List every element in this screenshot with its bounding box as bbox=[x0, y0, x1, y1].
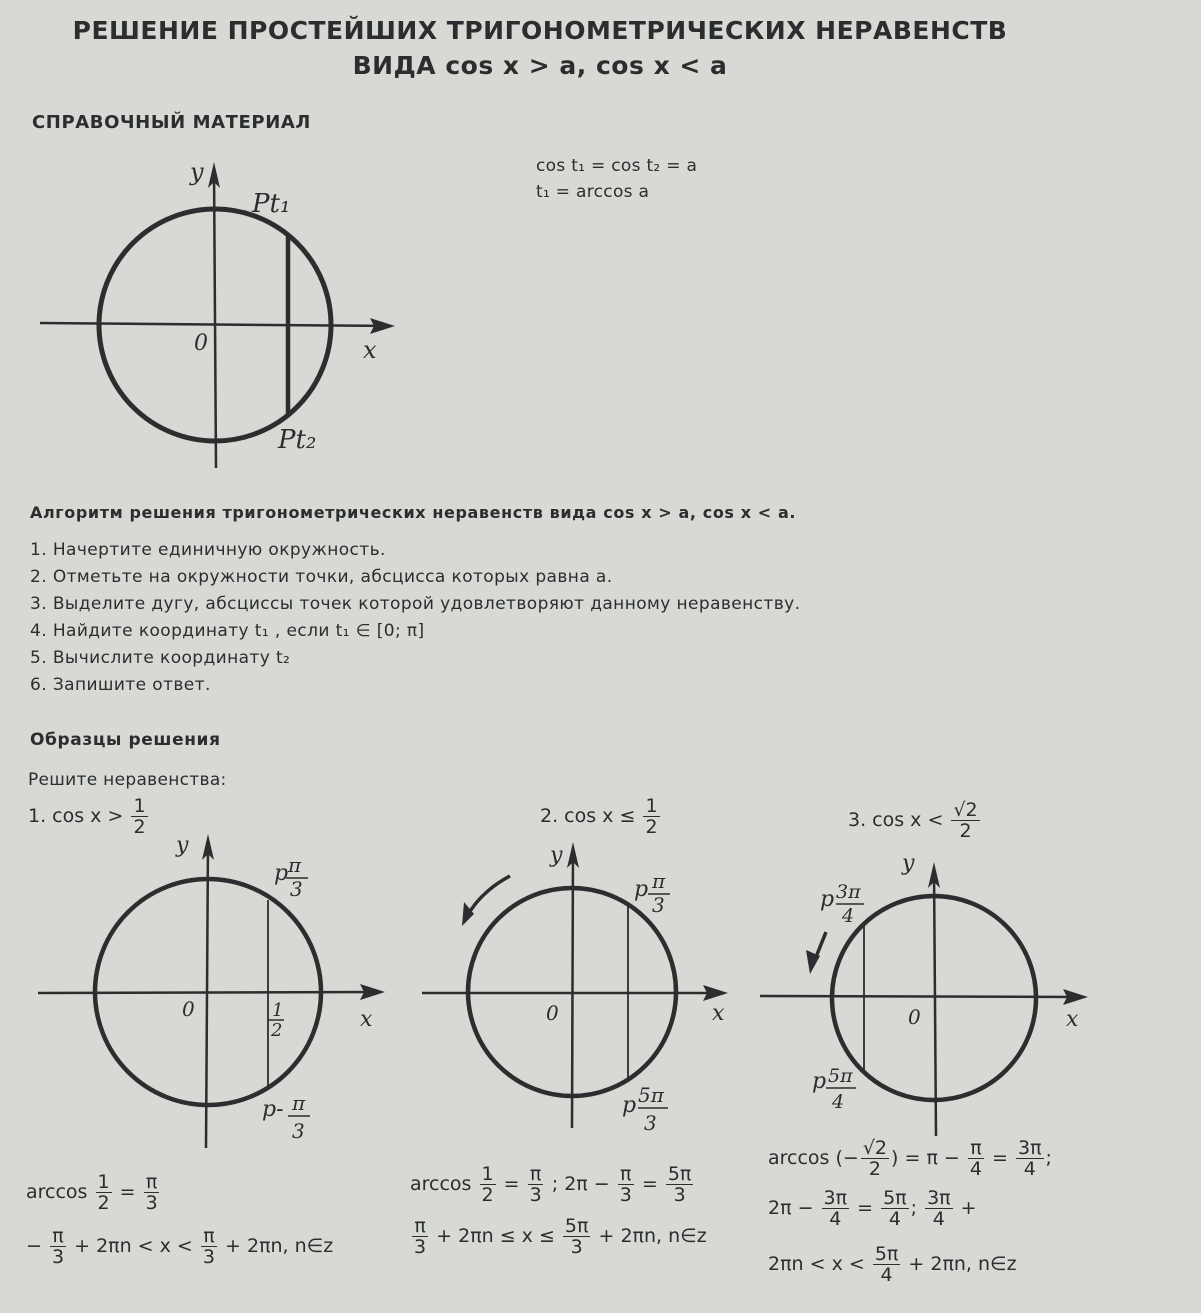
ex3-num: √2 bbox=[953, 799, 978, 821]
ex2-label bbox=[540, 796, 662, 837]
pt1-label: Pt₁ bbox=[252, 189, 291, 219]
ex3-sol2-n3: 3π bbox=[927, 1187, 951, 1209]
ex3-sol1-eq: = bbox=[992, 1147, 1008, 1169]
ex2-sol2-n1: π bbox=[414, 1215, 426, 1237]
ex2-sol1-eq: = bbox=[641, 1173, 658, 1195]
y-axis bbox=[214, 170, 216, 468]
ex3-sol3-a: 2πn < x < bbox=[768, 1253, 865, 1275]
ex1-mark-den: 2 bbox=[271, 1020, 283, 1041]
ex3-sol1-d3: 4 bbox=[1023, 1158, 1036, 1180]
ex1-sol2-c: + 2πn, n∈z bbox=[225, 1235, 334, 1257]
ex3-sol2-sep: ; bbox=[910, 1197, 918, 1219]
ex1-sol1-frac bbox=[96, 1172, 112, 1213]
ex2-sol2-b: + 2πn ≤ x ≤ bbox=[436, 1225, 555, 1247]
ex2-origin: 0 bbox=[546, 1001, 559, 1025]
ex2-sol2-c: + 2πn, n∈z bbox=[598, 1225, 707, 1247]
ex3-sol1-frac bbox=[861, 1138, 889, 1179]
ex2-sol1-rfrac bbox=[528, 1164, 544, 1205]
ex3-p-top-den: 4 bbox=[842, 905, 855, 927]
ex2-sol1-d3: 3 bbox=[673, 1184, 686, 1206]
ex1-sol2-frac2 bbox=[201, 1226, 217, 1267]
ex1-y-axis bbox=[206, 842, 208, 1148]
algorithm-steps bbox=[30, 537, 800, 699]
ex2-sol1-d2: 3 bbox=[619, 1184, 632, 1206]
ex2-solution-1 bbox=[410, 1164, 695, 1205]
ex3-solution-1 bbox=[768, 1138, 1052, 1179]
reference-formula-1: cos t₁ = cos t₂ = a bbox=[536, 156, 698, 176]
ex3-sol1-n2: π bbox=[970, 1137, 982, 1159]
ex1-p-top: p bbox=[274, 861, 289, 886]
ex3-sol2-d2: 4 bbox=[888, 1208, 901, 1230]
ex1-p-top-num: π bbox=[288, 853, 302, 877]
ex2-sol2-frac1 bbox=[412, 1216, 428, 1257]
ex3-solution-3 bbox=[768, 1244, 1017, 1285]
ex2-p-top-num: π bbox=[652, 869, 666, 893]
ex3-sol3-c: + 2πn, n∈z bbox=[908, 1253, 1017, 1275]
ex1-mark-num: 1 bbox=[272, 1000, 284, 1021]
step-4: 4. Найдите координату t₁ , если t₁ ∈ [0; π] bbox=[30, 621, 425, 641]
ex2-y-axis bbox=[572, 850, 573, 1128]
ex1-den: 2 bbox=[133, 816, 146, 838]
ex3-p-bot-den: 4 bbox=[832, 1091, 845, 1113]
ex1-sol2-n1: π bbox=[52, 1225, 64, 1247]
ex1-origin: 0 bbox=[182, 997, 195, 1021]
ex3-sol2-n1: 3π bbox=[823, 1187, 848, 1209]
ex3-sol2-frac1 bbox=[822, 1188, 850, 1229]
ex1-p-bot-den: 3 bbox=[292, 1119, 305, 1143]
ex2-sol1-rd: 3 bbox=[529, 1184, 542, 1206]
ex3-den: 2 bbox=[959, 820, 972, 842]
ex3-sol1-frac2 bbox=[968, 1138, 984, 1179]
title-line2: ВИДА cos x > a, cos x < a bbox=[352, 51, 728, 80]
ex3-sol1-end: ; bbox=[1045, 1147, 1052, 1169]
ex2-sol1-rn: π bbox=[529, 1163, 542, 1185]
ex2-sol2-d2: 3 bbox=[570, 1236, 583, 1258]
ex3-sol2-plus: + bbox=[960, 1197, 977, 1219]
ex3-p-top: p bbox=[820, 887, 835, 912]
ex3-x-axis bbox=[760, 996, 1078, 997]
ex3-p-bot: p bbox=[812, 1069, 827, 1094]
ex3-sol2-a: 2π − bbox=[768, 1197, 814, 1219]
ex3-sol1-d: 2 bbox=[868, 1158, 881, 1180]
ex3-sol1-n3: 3π bbox=[1018, 1137, 1042, 1159]
ex2-x-label: x bbox=[712, 1001, 725, 1026]
ex2-sol1-d: 2 bbox=[481, 1184, 494, 1206]
step-5: 5. Вычислите координату t₂ bbox=[30, 648, 291, 668]
origin-label: 0 bbox=[194, 331, 208, 356]
ex3-label-frac bbox=[951, 800, 979, 841]
ex3-sol2-d3: 4 bbox=[932, 1208, 945, 1230]
ex1-sol1-rn: π bbox=[145, 1171, 158, 1193]
step-3: 3. Выделите дугу, абсциссы точек которой удовлетворяют данному неравенству. bbox=[30, 594, 801, 614]
ex2-p-top: p bbox=[634, 877, 649, 902]
ex1-p-bot: p- bbox=[262, 1097, 284, 1122]
y-label: y bbox=[190, 158, 204, 186]
ex3-sol3-frac bbox=[873, 1244, 901, 1285]
ex2-p-bot-den: 3 bbox=[644, 1111, 657, 1135]
ex1-x-label: x bbox=[360, 1007, 373, 1032]
ex3-sol1-a: arccos (− bbox=[768, 1147, 859, 1169]
ex3-solution-2 bbox=[768, 1188, 977, 1229]
ex1-label-text: 1. cos x > bbox=[28, 805, 124, 827]
ex1-sol1-d: 2 bbox=[97, 1192, 110, 1214]
ex3-sol2-n2: 5π bbox=[883, 1187, 907, 1209]
ex3-x-label: x bbox=[1066, 1007, 1079, 1032]
ex2-sol1-n: 1 bbox=[481, 1163, 494, 1185]
ex3-sol3-n: 5π bbox=[874, 1243, 899, 1265]
ex1-sol2-b: + 2πn < x < bbox=[74, 1235, 193, 1257]
step-6: 6. Запишите ответ. bbox=[30, 675, 211, 695]
ex3-p-bot-num: 5π bbox=[828, 1065, 853, 1087]
ex2-sol1-frac2 bbox=[618, 1164, 634, 1205]
ex1-sol2-d2: 3 bbox=[202, 1246, 215, 1268]
ex3-sol1-n: √2 bbox=[862, 1137, 888, 1159]
ex1-sol1-n: 1 bbox=[97, 1171, 110, 1193]
ex1-diagram bbox=[30, 830, 400, 1150]
ex2-sol1-a: arccos bbox=[410, 1173, 472, 1195]
ex2-sol1-frac3 bbox=[666, 1164, 694, 1205]
ex1-sol2-n2: π bbox=[203, 1225, 215, 1247]
ex1-sol1-rd: 3 bbox=[145, 1192, 158, 1214]
ex2-num: 1 bbox=[645, 795, 658, 817]
title-line1: РЕШЕНИЕ ПРОСТЕЙШИХ ТРИГОНОМЕТРИЧЕСКИХ НЕРАВЕНСТВ bbox=[72, 16, 1008, 45]
ex2-sol2-d1: 3 bbox=[414, 1236, 427, 1258]
ex2-sol1-b: = bbox=[503, 1173, 520, 1195]
ex1-sol2-a: − bbox=[26, 1235, 42, 1257]
samples-heading: Образцы решения bbox=[30, 730, 221, 750]
ex3-sol2-frac2 bbox=[881, 1188, 909, 1229]
algorithm-heading: Алгоритм решения тригонометрических неравенств вида cos x > a, cos x < a. bbox=[30, 503, 797, 522]
ex3-sol2-eq: = bbox=[857, 1197, 874, 1219]
ex3-p-top-num: 3π bbox=[836, 881, 861, 903]
ex2-sol1-n3: 5π bbox=[667, 1163, 692, 1185]
ex1-num: 1 bbox=[133, 795, 146, 817]
ex1-y-label: y bbox=[176, 833, 189, 858]
pt2-label: Pt₂ bbox=[278, 425, 317, 455]
ex1-p-top-den: 3 bbox=[290, 877, 303, 901]
ex2-label-frac bbox=[643, 796, 659, 837]
reference-formula-2: t₁ = arccos a bbox=[536, 182, 650, 202]
ex1-solution-1 bbox=[26, 1172, 162, 1213]
ex2-p-bot-num: 5π bbox=[638, 1083, 664, 1107]
ex3-origin: 0 bbox=[908, 1005, 921, 1029]
ex1-p-bot-num: π bbox=[292, 1091, 306, 1115]
ex1-sol2-frac1 bbox=[50, 1226, 66, 1267]
ex3-label bbox=[848, 800, 982, 841]
ex2-sol1-c: ; 2π − bbox=[551, 1173, 610, 1195]
reference-diagram bbox=[30, 150, 430, 480]
ex1-sol1-eq: = bbox=[119, 1181, 136, 1203]
page-title bbox=[60, 16, 1020, 80]
ex2-diagram bbox=[418, 836, 748, 1136]
step-1: 1. Начертите единичную окружность. bbox=[30, 540, 386, 560]
ex3-sol3-d: 4 bbox=[880, 1264, 893, 1286]
ex3-y-label: y bbox=[902, 851, 915, 876]
x-label: x bbox=[363, 336, 377, 364]
ex2-sol1-n2: π bbox=[620, 1163, 632, 1185]
ex2-label-text: 2. cos x ≤ bbox=[540, 805, 636, 827]
ex3-sol2-d1: 4 bbox=[829, 1208, 842, 1230]
ex3-diagram bbox=[756, 850, 1101, 1140]
ex2-solution-2 bbox=[410, 1216, 707, 1257]
ex2-den: 2 bbox=[645, 816, 658, 838]
ex3-sol2-frac3 bbox=[925, 1188, 953, 1229]
ex3-sol1-d2: 4 bbox=[969, 1158, 982, 1180]
ex1-solution-2 bbox=[26, 1226, 333, 1267]
ex2-sol2-frac2 bbox=[563, 1216, 591, 1257]
ex2-sol2-n2: 5π bbox=[564, 1215, 589, 1237]
ex3-y-axis bbox=[934, 870, 936, 1136]
ex2-sol1-frac bbox=[480, 1164, 496, 1205]
ex3-label-text: 3. cos x < bbox=[848, 809, 944, 831]
samples-subheading: Решите неравенства: bbox=[28, 770, 227, 790]
reference-heading: СПРАВОЧНЫЙ МАТЕРИАЛ bbox=[32, 112, 311, 133]
ex2-y-label: y bbox=[550, 843, 563, 868]
ex1-sol2-d1: 3 bbox=[51, 1246, 65, 1268]
ex1-sol1-rfrac bbox=[144, 1172, 160, 1213]
ex3-sol1-frac3 bbox=[1016, 1138, 1044, 1179]
ex2-p-top-den: 3 bbox=[652, 893, 665, 917]
step-2: 2. Отметьте на окружности точки, абсцисса которых равна а. bbox=[30, 567, 613, 587]
ex1-sol1-a: arccos bbox=[26, 1181, 88, 1203]
ex3-sol1-b: ) = π − bbox=[891, 1147, 960, 1169]
ex2-p-bot: p bbox=[622, 1093, 637, 1118]
